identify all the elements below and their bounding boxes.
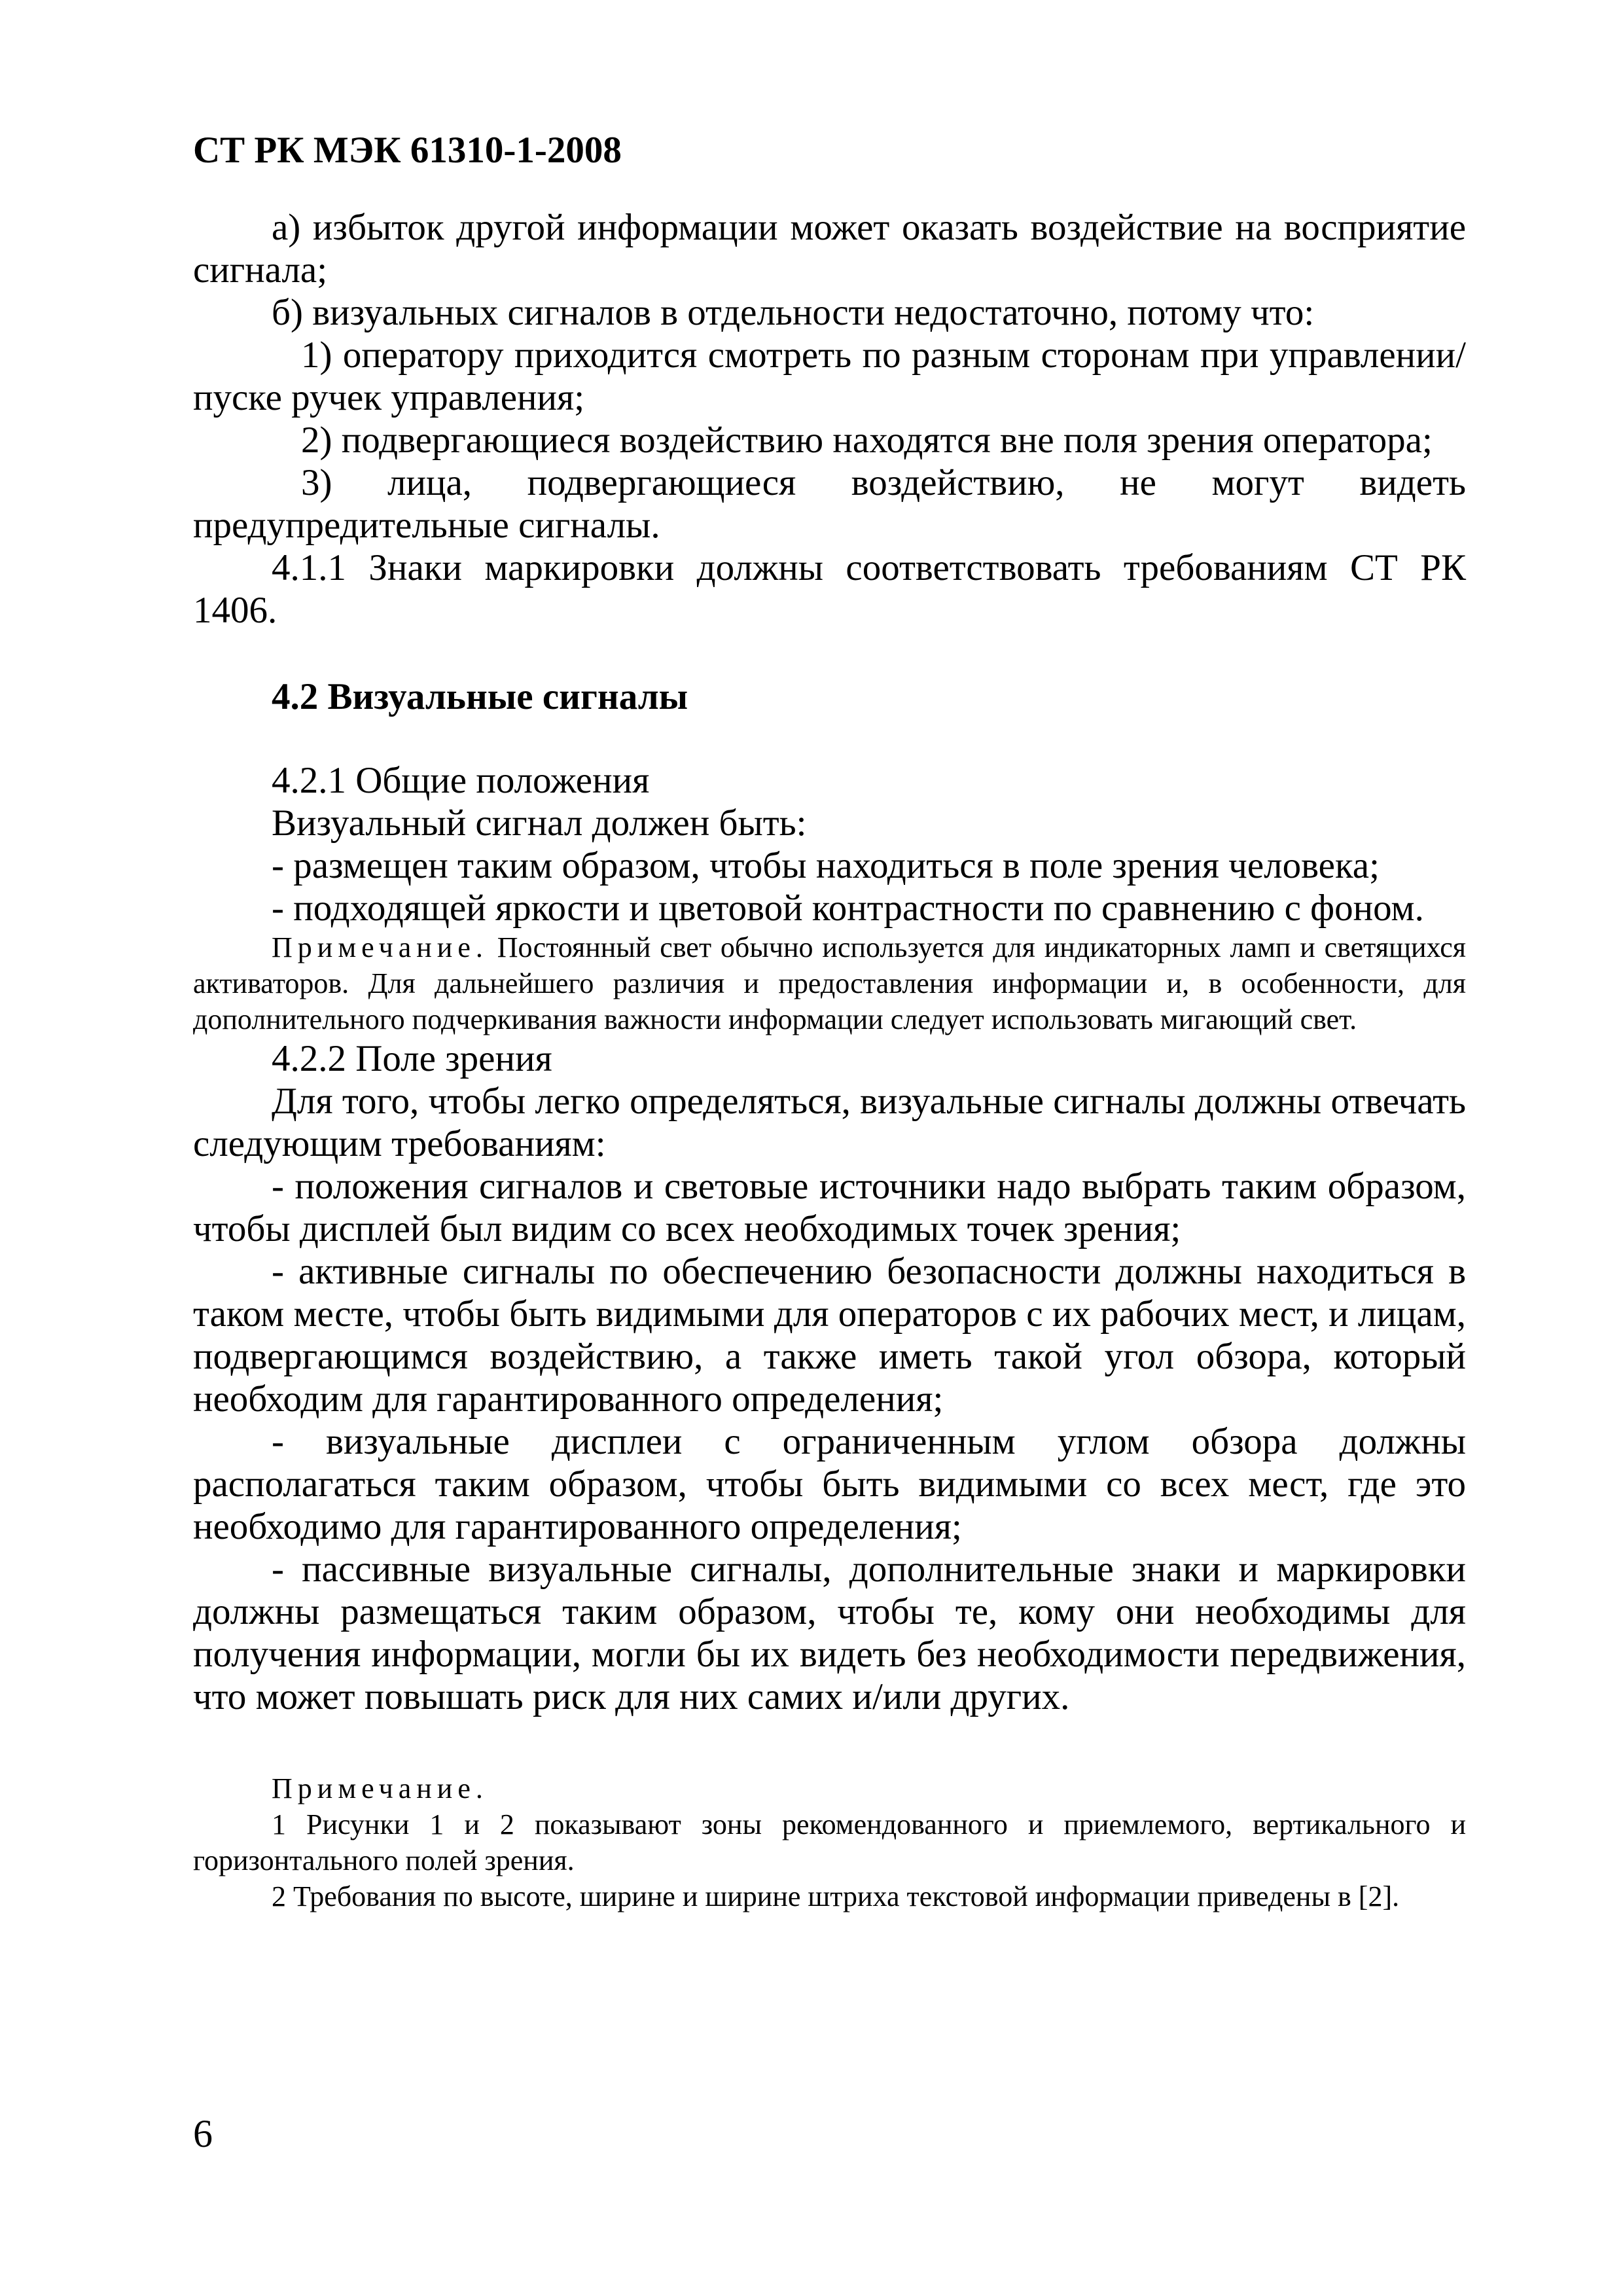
requirement-2: - подходящей яркости и цветовой контрастности по сравнению с фоном. — [272, 888, 1424, 929]
clause-4-1-1: 4.1.1 Знаки маркировки должны соответствовать требованиям СТ РК 1406. — [193, 547, 1466, 631]
section-intro-2: Для того, чтобы легко определяться, визуальные сигналы должны отвечать следующим требованиям: — [193, 1081, 1466, 1164]
subsection-4-2-1: 4.2.1 Общие положения — [272, 760, 650, 801]
note-label: Примечание. — [272, 931, 488, 963]
item-b1: 1) оператору приходится смотреть по разным сторонам при управлении/пуске ручек управления; — [193, 334, 1466, 418]
requirement-1: - размещен таким образом, чтобы находиться в поле зрения человека; — [272, 845, 1380, 886]
section-4-2-title: 4.2 Визуальные сигналы — [272, 676, 688, 717]
note-2: 2 Требования по высоте, ширине и ширине штриха текстовой информации приведены в [2]. — [272, 1880, 1400, 1912]
field-requirement-3: - визуальные дисплеи с ограниченным углом обзора должны располагаться таким образом, чтобы быть видимыми со всех мест, где это необходимо для гарантированного определения; — [193, 1421, 1466, 1547]
note-1: 1 Рисунки 1 и 2 показывают зоны рекомендованного и приемлемого, вертикального и горизонтального полей зрения. — [193, 1808, 1466, 1876]
page-number: 6 — [193, 2112, 213, 2155]
field-requirement-1: - положения сигналов и световые источники надо выбрать таким образом, чтобы дисплей был видим со всех необходимых точек зрения; — [193, 1166, 1466, 1249]
document-header: СТ РК МЭК 61310-1-2008 — [193, 130, 622, 171]
subsection-4-2-2: 4.2.2 Поле зрения — [272, 1038, 552, 1079]
field-requirement-2: - активные сигналы по обеспечению безопасности должны находиться в таком месте, чтобы быть видимыми для операторов с их рабочих мест, и лицам, подвергающимся воздействию, а также иметь такой угол обзора, который необходим для гарантированного определения; — [193, 1251, 1466, 1420]
field-requirement-4: - пассивные визуальные сигналы, дополнительные знаки и маркировки должны размещаться таким образом, чтобы те, кому они необходимы для получения информации, могли бы их видеть без необходимости передвижения, что может повышать риск для них самих и/или других. — [193, 1549, 1466, 1717]
item-b2: 2) подвергающиеся воздействию находятся вне поля зрения оператора; — [301, 420, 1433, 461]
note-paragraph — [193, 929, 1466, 1037]
item-a: а) избыток другой информации может оказать воздействие на восприятие сигнала; — [193, 207, 1466, 291]
section-intro: Визуальный сигнал должен быть: — [272, 802, 807, 844]
item-b3: 3) лица, подвергающиеся воздействию, не могут видеть предупредительные сигналы. — [193, 462, 1466, 546]
note-text: Постоянный свет обычно используется для индикаторных ламп и светящихся активаторов. Для дальнейшего различия и предоставления информации и, в особенности, для дополнительного подчеркивания важности информации следует использовать мигающий свет. — [193, 931, 1466, 1035]
document-page — [193, 128, 1466, 1914]
item-b: б) визуальных сигналов в отдельности недостаточно, потому что: — [272, 292, 1315, 333]
notes-label: Примечание. — [272, 1772, 488, 1804]
